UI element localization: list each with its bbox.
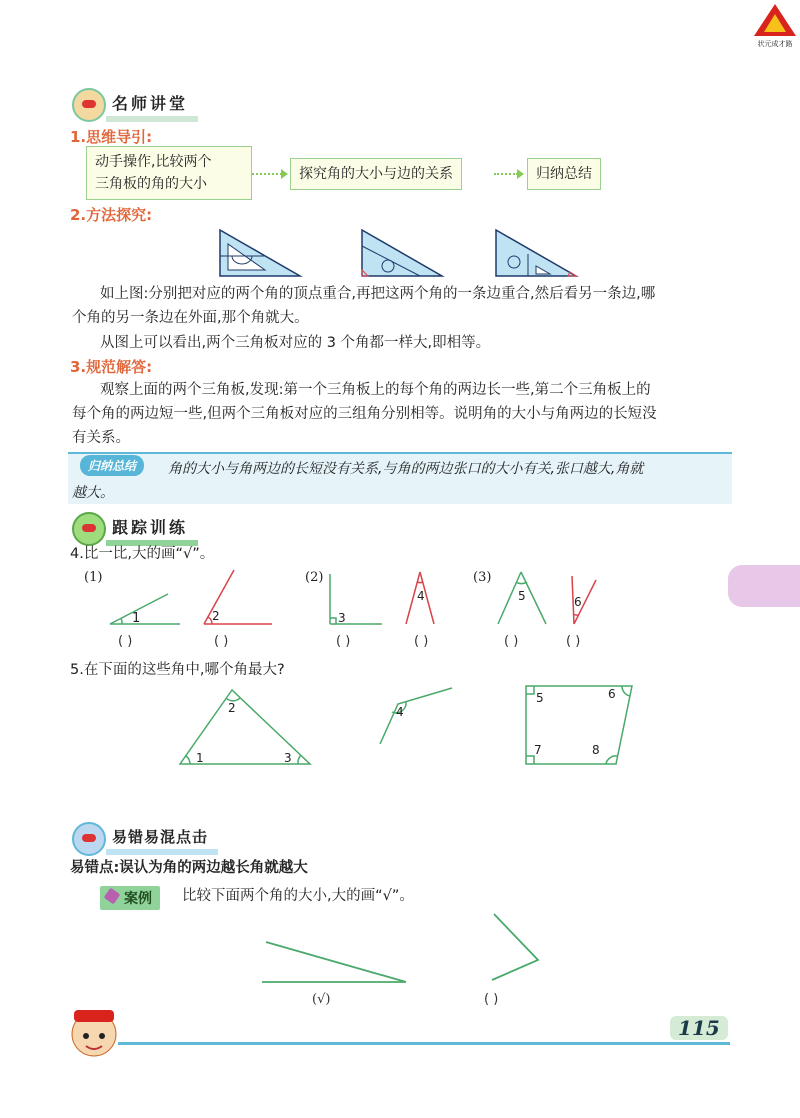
answer-blank-5[interactable]: ( ) [504,634,519,649]
angle-label-6: 6 [574,595,582,609]
q5-label-5: 5 [536,691,544,705]
q5-label-1: 1 [196,751,204,765]
flow-box-1 [86,146,252,200]
answer-line-1: 观察上面的两个三角板,发现:第一个三角板上的每个角的两边长一些,第二个三角板上的 [100,382,651,398]
summary-tag: 归纳总结 [80,455,144,476]
svg-text:状元成才路: 状元成才路 [757,40,793,48]
page-number: 115 [670,1016,728,1040]
angle-label-5: 5 [518,589,526,603]
case-angles-figure [256,910,556,994]
triangle-rulers-figure [210,226,590,280]
q5-label-6: 6 [608,687,616,701]
teacher-mascot-icon [72,88,106,122]
q4-prompt: 4.比一比,大的画“√”。 [70,546,215,562]
section-title: 易错易混点击 [106,824,218,855]
section-header-teacher [72,88,198,122]
answer-blank-2[interactable]: ( ) [214,634,229,649]
angle-1 [110,594,180,624]
q4-angles-figure [100,564,620,630]
answer-line-2: 每个角的两边短一些,但两个三角板对应的三组角分别相等。说明角的大小与角两边的长短没 [72,406,657,422]
flow-box-2: 探究角的大小与边的关系 [290,158,462,190]
angle-label-4: 4 [417,589,425,603]
answer-blank-6[interactable]: ( ) [566,634,581,649]
method-paragraph-2: 从图上可以看出,两个三角板对应的 3 个角都一样大,即相等。 [100,335,491,351]
mascot-character-icon [64,1004,124,1064]
flow-arrow-2 [494,173,518,175]
practice-mascot-icon [72,512,106,546]
answer-blank-1[interactable]: ( ) [118,634,133,649]
flow-box-1-line1: 动手操作,比较两个 [95,154,212,170]
q5-label-7: 7 [534,743,542,757]
answer-label: 3.规范解答: [70,358,153,376]
answer-blank-3[interactable]: ( ) [336,634,351,649]
q5-angle-4 [380,688,452,744]
publisher-logo [752,2,798,48]
angle-label-3: 3 [338,611,346,625]
triangle-ruler-1 [220,230,300,276]
flow-box-1-line2: 三角板的角的大小 [95,176,207,192]
case-badge: 案例 [100,886,160,910]
footer-rule [118,1042,730,1045]
method-paragraph-1a: 如上图:分别把对应的两个角的顶点重合,再把这两个角的一条边重合,然后看另一条边,哪 [100,286,656,302]
method-label: 2.方法探究: [70,206,153,224]
q5-prompt: 5.在下面的这些角中,哪个角最大? [70,662,285,678]
section-header-practice [72,512,198,546]
q4-group-2: (2) [305,570,324,585]
flow-arrow-1 [252,173,282,175]
side-tab-decoration [728,565,800,607]
q4-group-1: (1) [84,570,103,585]
q4-group-3: (3) [473,570,492,585]
method-paragraph-1b: 个角的另一条边在外面,那个角就大。 [72,310,309,326]
case-answer-checked: (√) [312,992,331,1007]
answer-blank-4[interactable]: ( ) [414,634,429,649]
case-angle-long [262,942,406,982]
q5-shapes-figure [170,684,650,768]
case-angle-short [492,914,538,980]
summary-line-2: 越大。 [72,485,114,501]
q5-label-8: 8 [592,743,600,757]
mistake-point: 易错点:误认为角的两边越长角就越大 [70,860,308,876]
guide-label: 1.思维导引: [70,128,153,146]
q5-label-2: 2 [228,701,236,715]
angle-label-2: 2 [212,609,220,623]
triangle-ruler-2 [362,230,442,276]
q5-label-3: 3 [284,751,292,765]
q5-label-4: 4 [396,705,404,719]
triangle-ruler-3 [496,230,576,276]
case-text: 比较下面两个角的大小,大的画“√”。 [182,888,414,904]
answer-line-3: 有关系。 [72,430,130,446]
section-title: 跟踪训练 [106,513,198,546]
case-answer-blank[interactable]: ( ) [484,992,499,1007]
flow-box-3: 归纳总结 [527,158,601,190]
section-header-mistakes [72,822,218,856]
summary-line-1: 角的大小与角两边的长短没有关系,与角的两边张口的大小有关,张口越大,角就 [168,461,644,477]
angle-label-1: 1 [132,611,141,626]
section-title: 名师讲堂 [106,89,198,122]
mistakes-mascot-icon [72,822,106,856]
